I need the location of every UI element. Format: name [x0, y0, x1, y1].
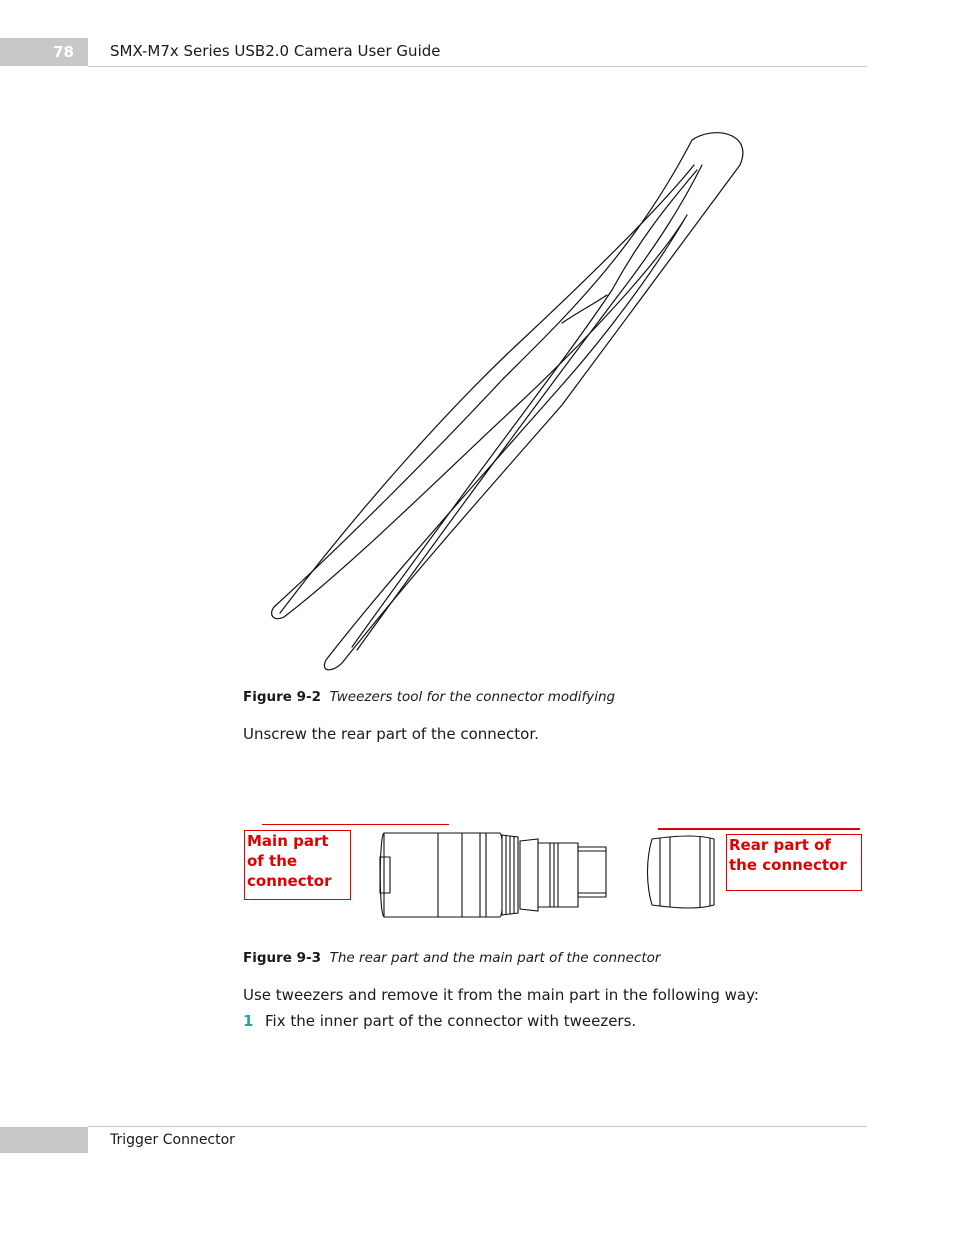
- page-number: 78: [53, 43, 74, 61]
- figure-label: Figure 9-2: [243, 689, 322, 705]
- rear-part-label: Rear part of the connector: [726, 834, 862, 891]
- footer-rule: [88, 1126, 867, 1127]
- footer-tab: [0, 1127, 88, 1153]
- step-number: 1: [243, 1012, 254, 1030]
- figure-9-3-caption: [243, 950, 660, 966]
- connector-illustration: [370, 825, 730, 925]
- step-text: Fix the inner part of the connector with tweezers.: [265, 1012, 637, 1030]
- paragraph-use-tweezers: Use tweezers and remove it from the main part in the following way:: [243, 986, 759, 1004]
- header-rule: [88, 66, 867, 67]
- figure-caption-text: Tweezers tool for the connector modifying: [329, 689, 616, 705]
- figure-label: Figure 9-3: [243, 950, 322, 966]
- figure-caption-text: The rear part and the main part of the connector: [329, 950, 661, 966]
- main-part-label: Main part of the connector: [244, 830, 351, 900]
- footer-section-title: Trigger Connector: [110, 1132, 235, 1148]
- tweezers-illustration: [262, 125, 757, 680]
- document-title: SMX-M7x Series USB2.0 Camera User Guide: [110, 42, 441, 60]
- figure-9-2-caption: [243, 689, 615, 705]
- paragraph-unscrew: Unscrew the rear part of the connector.: [243, 725, 539, 743]
